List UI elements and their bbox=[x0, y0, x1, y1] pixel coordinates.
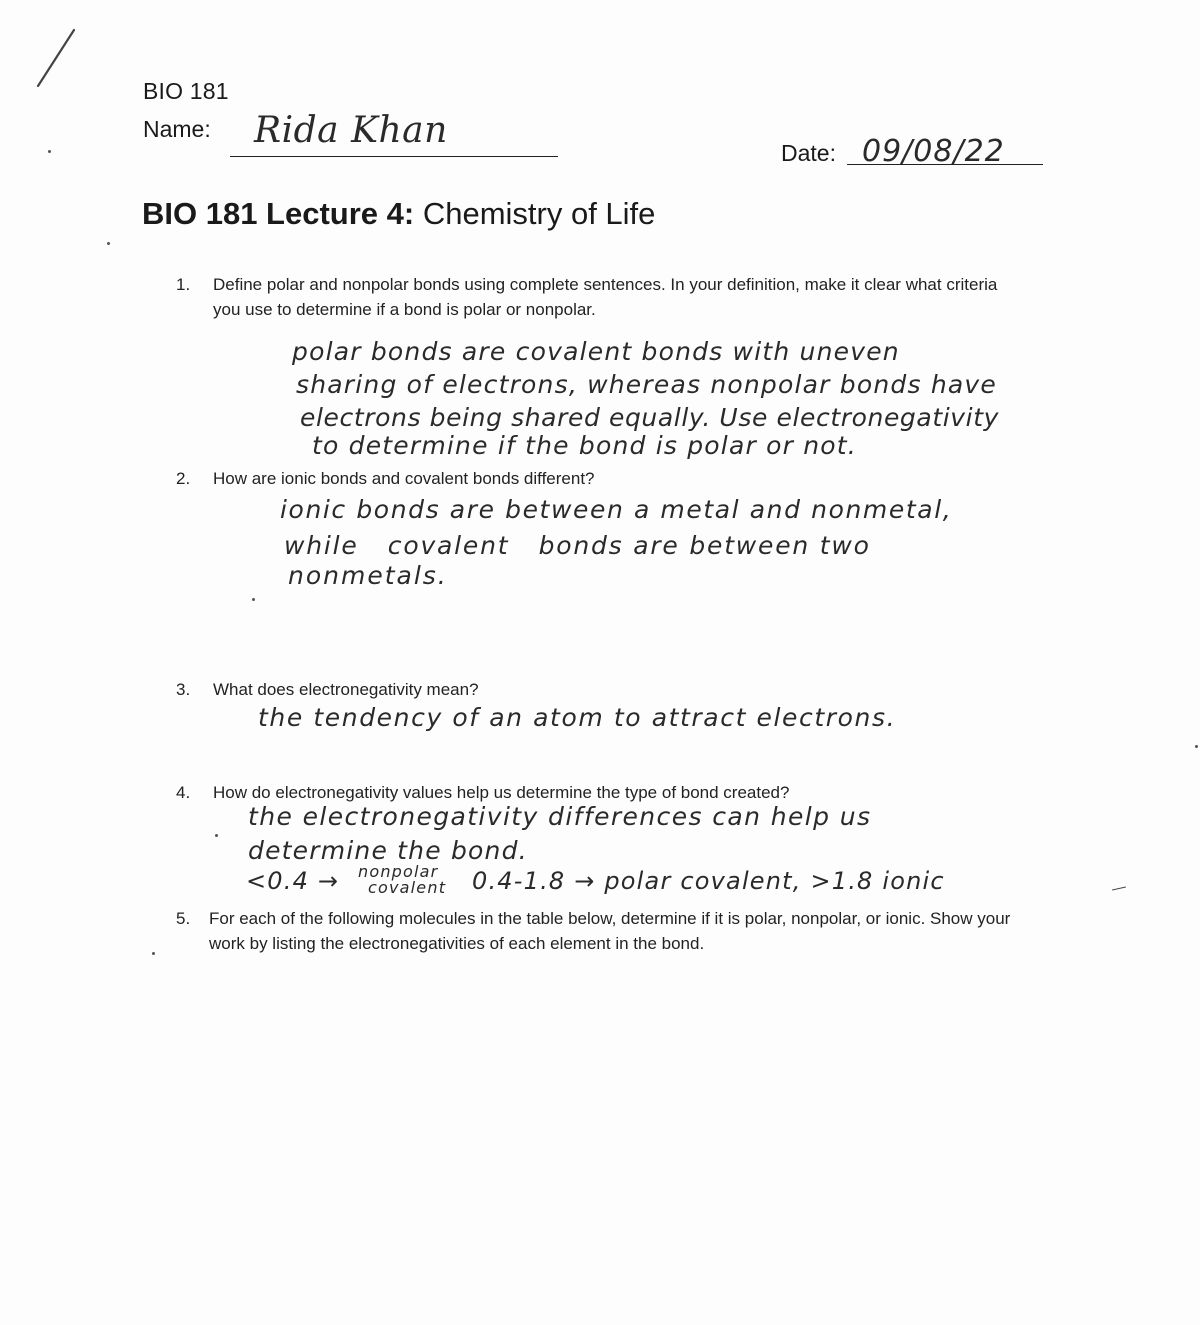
question-text: What does electronegativity mean? bbox=[213, 680, 479, 699]
name-label: Name: bbox=[143, 116, 211, 142]
scan-speck bbox=[48, 150, 51, 153]
answer-3[interactable] bbox=[258, 700, 896, 736]
question-number: 2. bbox=[176, 469, 191, 488]
question-number: 5. bbox=[176, 909, 191, 928]
rule-nonpolar-threshold: <0.4 → bbox=[246, 867, 340, 895]
question-number: 1. bbox=[176, 275, 191, 294]
answer-line: ionic bonds are between a metal and nonmetal, bbox=[280, 495, 953, 524]
answer-line: to determine if the bond is polar or not. bbox=[312, 431, 857, 460]
answer-1[interactable] bbox=[292, 334, 999, 464]
course-code: BIO 181 bbox=[143, 78, 229, 104]
rule-nonpolar-top: nonpolar bbox=[358, 862, 439, 881]
scan-speck bbox=[1195, 745, 1198, 748]
bond-type-rule bbox=[246, 866, 339, 896]
answer-line: the tendency of an atom to attract electrons. bbox=[258, 703, 897, 732]
answer-line: the electronegativity differences can help us bbox=[248, 802, 872, 831]
rule-ranges: 0.4-1.8 → polar covalent, >1.8 ionic bbox=[472, 867, 945, 895]
answer-line: sharing of electrons, whereas nonpolar bonds have bbox=[296, 370, 997, 399]
rule-nonpolar-label bbox=[358, 864, 446, 896]
question-text: How do electronegativity values help us determine the type of bond created? bbox=[213, 783, 790, 802]
question-text: Define polar and nonpolar bonds using complete sentences. In your definition, make it clear what criteria you use to determine if a bond is polar or nonpolar. bbox=[213, 275, 998, 319]
scan-mark bbox=[1112, 887, 1126, 891]
scan-speck bbox=[152, 952, 155, 955]
question-number: 4. bbox=[176, 783, 191, 802]
question-text: How are ionic bonds and covalent bonds different? bbox=[213, 469, 595, 488]
date-label: Date: bbox=[781, 140, 836, 166]
title-lecture: BIO 181 Lecture 4: bbox=[142, 196, 415, 231]
date-underline bbox=[847, 164, 1043, 165]
scan-speck bbox=[252, 598, 255, 601]
rule-nonpolar-bottom: covalent bbox=[368, 878, 447, 897]
name-underline bbox=[230, 156, 558, 157]
question-text: For each of the following molecules in the table below, determine if it is polar, nonpolar, or ionic. Show your work by listing the electronegativities of each element in the bond. bbox=[209, 909, 1011, 953]
answer-line: electrons being shared equally. Use electronegativity bbox=[300, 403, 999, 432]
answer-line: determine the bond. bbox=[248, 836, 528, 865]
answer-line: polar bonds are covalent bonds with uneven bbox=[292, 337, 900, 366]
answer-line: while covalent bonds are between two bbox=[284, 531, 871, 560]
page-title bbox=[142, 196, 655, 232]
answer-4[interactable] bbox=[248, 800, 871, 868]
scan-speck bbox=[107, 242, 110, 245]
pen-stroke-mark bbox=[34, 28, 84, 88]
student-name[interactable]: Rida Khan bbox=[254, 110, 448, 151]
scan-speck bbox=[215, 834, 218, 837]
answer-2[interactable] bbox=[280, 492, 952, 594]
title-topic: Chemistry of Life bbox=[414, 196, 656, 231]
answer-line: nonmetals. bbox=[288, 561, 448, 590]
date-value[interactable]: 09/08/22 bbox=[862, 134, 1005, 169]
question-number: 3. bbox=[176, 680, 191, 699]
